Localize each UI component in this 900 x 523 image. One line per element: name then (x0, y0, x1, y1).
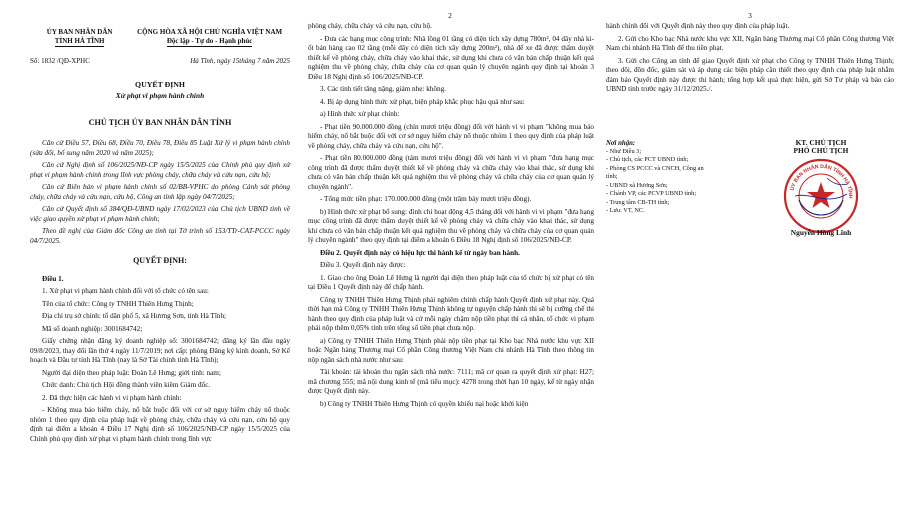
paragraph: Người đại diện theo pháp luật: Đoàn Lê Hưng; giới tính: nam; (42, 368, 221, 377)
paragraph: - Đưa các hạng mục công trình: Nhà lồng 01 tầng có diện tích xây dựng 780m², 04 dãy nhà ki-ốt bán hàng cao 02 tầng (mỗi dãy có diện tích xây dựng 200m²), nhà để xe đã được thẩm duyệt thiết kế về phòng cháy, chữa cháy vào khai thác, sử dụng khi chưa có văn bản chấp thuận kết quả nghiệm thu về phòng cháy, chữa cháy của cơ quan quản lý chuyên ngành quy định tại khoản 3 Điều 18 Nghị định số 106/2025/NĐ-CP. (308, 34, 594, 81)
article-1-heading: Điều 1. (42, 274, 64, 283)
paragraph: phòng cháy, chữa cháy và cứu nạn, cứu hộ. (308, 22, 432, 30)
document-title: QUYẾT ĐỊNH (135, 80, 185, 90)
paragraph: a) Hình thức xử phạt chính: (320, 110, 400, 118)
recipients-list (606, 139, 716, 239)
recipients-heading: Nơi nhận: (606, 139, 636, 147)
article-2: Điều 2. Quyết định này có hiệu lực thi hành kể từ ngày ban hành. (320, 248, 520, 257)
recipient-item: - Trung tâm CB-TH tỉnh; (606, 198, 670, 206)
paragraph: Tên của tổ chức: Công ty TNHH Thiên Hưng Thịnh; (42, 299, 194, 308)
official-seal-icon (781, 156, 861, 236)
paragraph: 2. Gửi cho Kho bạc Nhà nước khu vực XII, Ngân hàng Thương mại Cổ phần Công thương Việt Nam chi nhánh Hà Tĩnh để thu tiền phạt. (606, 34, 894, 52)
paragraph: - Không mua bảo hiểm cháy, nổ bắt buộc đối với cơ sở nguy hiểm cháy nổ thuộc nhóm 1 theo quy định của pháp luật về phòng cháy, chữa cháy và cứu nạn, cứu hộ quy định tại điểm a khoản 4 Điều 17 Nghị định số 106/2025/NĐ-CP ngày 15/5/2025 của Chính phủ quy định xử phạt vi phạm hành chính trong lĩnh vực (30, 406, 290, 443)
recipient-item: - Phòng CS PCCC và CNCH, Công an tỉnh; (606, 164, 704, 181)
page-2 (300, 0, 600, 523)
document-meta (30, 57, 290, 66)
decision-heading: QUYẾT ĐỊNH: (133, 256, 187, 266)
paragraph: - Tổng mức tiền phạt: 170.000.000 đồng (một trăm bảy mươi triệu đồng). (320, 195, 532, 203)
recipient-item: - Như Điều 3; (606, 147, 642, 155)
signer-name: Nguyễn Hồng Lĩnh (790, 228, 852, 238)
recipient-item: - Lưu: VT, NC. (606, 207, 645, 215)
recipient-item: - UBND xã Hương Sơn; (606, 181, 668, 189)
issuing-authority: CHỦ TỊCH ỦY BAN NHÂN DÂN TỈNH (88, 118, 232, 128)
legal-basis-1: Căn cứ Điều 57, Điều 68, Điều 70, Điều 78, Điều 85 Luật Xử lý vi phạm hành chính (sửa đổi, bổ sung năm 2020 và năm 2025); (30, 139, 290, 157)
paragraph: - Phạt tiền 90.000.000 đồng (chín mươi triệu đồng) đối với hành vi vi phạm "không mua bảo hiểm cháy, nổ bắt buộc đối với cơ sở nguy hiểm cháy nổ thuộc nhóm 1 theo quy định của pháp luật về phòng cháy, chữa cháy và cứu nạn, cứu hộ". (308, 122, 594, 150)
paragraph: b) Hình thức xử phạt bổ sung: đình chỉ hoạt động 4,5 tháng đối với hành vi vi phạm "đưa hạng mục công trình đã được thẩm duyệt thiết kế về phòng cháy và chữa cháy vào khai thác, sử dụng khi chưa có văn bản chấp thuận kết quả nghiệm thu về phòng cháy và chữa cháy của cơ quan quản lý chuyên ngành" theo quy định tại điểm a khoản 6 Điều 18 Nghị định số 106/2025/NĐ-CP. (308, 207, 594, 244)
paragraph: 1. Xử phạt vi phạm hành chính đối với tổ chức có tên sau: (42, 287, 209, 296)
page-number: 2 (448, 11, 452, 20)
page-number: 3 (748, 11, 752, 20)
seal-text: ỦY BAN NHÂN DÂN TỈNH HÀ TĨNH (789, 164, 854, 199)
document-number: Số: 1832 /QĐ-XPHC (30, 57, 90, 66)
paragraph: 1. Giao cho ông Đoàn Lê Hưng là người đại diện theo pháp luật của tổ chức bị xử phạt có tên tại Điều 1 Quyết định này để chấp hành. (308, 273, 594, 291)
legal-basis-4: Căn cứ Quyết định số 384/QĐ-UBND ngày 17/02/2023 của Chủ tịch UBND tỉnh về việc giao quyền xử phạt vi phạm hành chính; (30, 205, 290, 223)
document-subtitle: Xử phạt vi phạm hành chính (115, 90, 205, 100)
agency-line-1: ỦY BAN NHÂN DÂN (46, 28, 113, 36)
legal-basis-3: Căn cứ Biên bản vi phạm hành chính số 02/BB-VPHC do phòng Cảnh sát phòng cháy, chữa cháy và cứu nạn, cứu hộ, Công an tỉnh lập ngày 04/7/2025; (30, 183, 290, 201)
issue-date: Hà Tĩnh, ngày 15tháng 7 năm 2025 (190, 57, 290, 66)
paragraph: b) Công ty TNHH Thiên Hưng Thịnh có quyền khiếu nại hoặc khởi kiện (320, 399, 529, 408)
signature-section (606, 139, 894, 239)
signer-title-1: KT. CHỦ TỊCH (795, 137, 847, 147)
article-3-heading: Điều 3. Quyết định này được: (320, 261, 406, 269)
signer-block (756, 139, 886, 239)
recipient-item: - Chánh VP, các PCVP UBND tỉnh; (606, 190, 697, 198)
legal-basis-2: Căn cứ Nghị định số 106/2025/NĐ-CP ngày 15/5/2025 của Chính phủ quy định xử phạt vi phạm hành chính trong lĩnh vực phòng cháy, chữa cháy và cứu nạn, cứu hộ; (30, 161, 290, 179)
paragraph: Giấy chứng nhận đăng ký doanh nghiệp số: 3001684742; đăng ký lần đầu ngày 09/8/2023, thay đổi lần thứ 4 ngày 11/7/2019; nơi cấp: phòng Đăng ký kinh doanh, Sở Kế hoạch và Đầu tư tỉnh Hà Tĩnh (nay là Sở Tài chính tỉnh Hà Tĩnh); (30, 337, 290, 365)
recipient-item: - Chủ tịch, các PCT UBND tỉnh; (606, 156, 689, 164)
document-header (30, 28, 290, 47)
paragraph: hành chính đối với Quyết định này theo quy định của pháp luật. (606, 22, 790, 30)
paragraph: Chức danh: Chủ tịch Hội đồng thành viên kiêm Giám đốc. (42, 381, 211, 390)
paragraph: 4. Bị áp dụng hình thức xử phạt, biện pháp khắc phục hậu quả như sau: (320, 97, 525, 106)
motto: Độc lập - Tự do - Hạnh phúc (129, 37, 290, 47)
paragraph: Tài khoản: tài khoản thu ngân sách nhà nước: 7111; mã cơ quan ra quyết định xử phạt: H27; mã chương 555; mã nội dung kinh tế (mã tiểu mục): 4278 trong thời hạn 10 ngày, kể từ ngày nhận được Quyết định này. (308, 368, 594, 395)
page-1 (0, 0, 300, 523)
paragraph: a) Công ty TNHH Thiên Hưng Thịnh phải nộp tiền phạt tại Kho bạc Nhà nước khu vực XII hoặc Ngân hàng Thương mại Cổ phần Công thương Việt Nam chi nhánh Hà Tĩnh theo thông tin nộp ngân sách nhà nước như sau: (308, 336, 594, 364)
paragraph: Mã số doanh nghiệp: 3001684742; (42, 324, 143, 333)
national-title-line: CỘNG HÒA XÃ HỘI CHỦ NGHĨA VIỆT NAM (137, 28, 283, 36)
paragraph: 3. Gửi cho Công an tỉnh để giao Quyết định xử phạt cho Công ty TNHH Thiên Hưng Thịnh; theo dõi, đôn đốc, giám sát và áp dụng các biện pháp cần thiết theo quy định của pháp luật nhằm đảm bảo Quyết định này được thi hành; tổng hợp kết quả thực hiện, gửi Sở Tư pháp và báo cáo UBND tỉnh trước ngày 31/12/2025./. (606, 56, 894, 93)
paragraph: Công ty TNHH Thiên Hưng Thịnh phải nghiêm chỉnh chấp hành Quyết định xử phạt này. Quá thời hạn mà Công ty TNHH Thiên Hưng Thịnh không tự nguyện chấp hành thì sẽ bị cưỡng chế thi hành theo quy định của pháp luật và cứ mỗi ngày chậm nộp tiền phạt thì cá nhân, tổ chức vi phạm phải nộp thêm 0,05% tính trên tổng số tiền phạt chưa nộp. (308, 295, 594, 332)
agency-line-2: TỈNH HÀ TĨNH (30, 37, 129, 47)
paragraph: - Phạt tiền 80.000.000 đồng (tám mươi triệu đồng) đối với hành vi vi phạm "đưa hạng mục công trình đã được thẩm duyệt thiết kế về phòng cháy và chữa cháy vào khai thác, sử dụng khi chưa có văn bản chấp thuận kết quả nghiệm thu về phòng cháy và chữa cháy của cơ quan quản lý chuyên ngành". (308, 154, 594, 191)
page-3 (600, 0, 900, 523)
paragraph: 2. Đã thực hiện các hành vi vi phạm hành chính: (42, 393, 182, 402)
signer-title-2: PHÓ CHỦ TỊCH (793, 146, 849, 156)
national-title (129, 28, 290, 47)
paragraph: Địa chỉ trụ sở chính: tổ dân phố 5, xã Hương Sơn, tỉnh Hà Tĩnh; (42, 312, 227, 321)
paragraph: 3. Các tình tiết tăng nặng, giảm nhẹ: không. (320, 85, 446, 93)
issuing-agency (30, 28, 129, 47)
legal-basis-5: Theo đề nghị của Giám đốc Công an tỉnh tại Tờ trình số 153/TTr-CAT-PCCC ngày 04/7/2025. (30, 227, 290, 245)
